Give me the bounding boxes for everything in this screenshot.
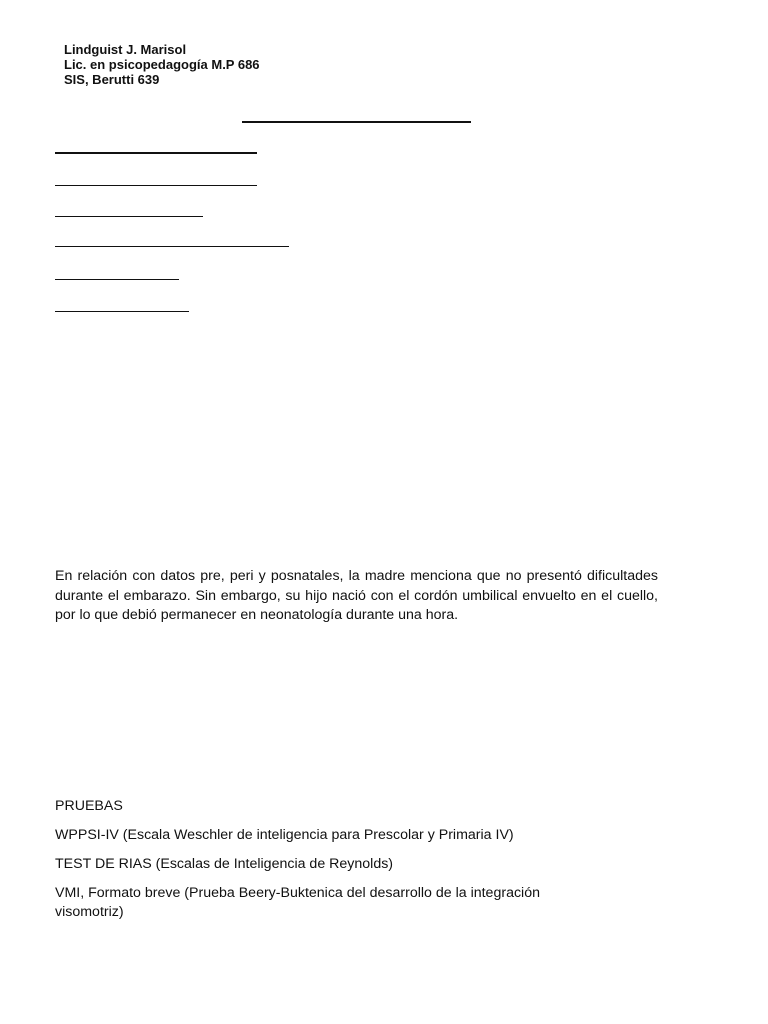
test-item-wppsi: WPPSI-IV (Escala Weschler de inteligencia para Prescolar y Primaria IV): [55, 827, 514, 843]
author-name: Lindguist J. Marisol: [64, 42, 187, 57]
test-item-rias: TEST DE RIAS (Escalas de Inteligencia de Reynolds): [55, 856, 394, 872]
blank-line-3: [55, 216, 203, 217]
blank-line-4: [55, 246, 289, 247]
blank-line-2: [55, 185, 257, 186]
blank-line-1: [55, 152, 257, 154]
letterhead: [64, 42, 260, 87]
blank-line-6: [55, 311, 189, 312]
author-title: Lic. en psicopedagogía M.P 686: [64, 57, 260, 72]
test-item-vmi: VMI, Formato breve (Prueba Beery-Buktenica del desarrollo de la integración visomotriz): [55, 885, 540, 920]
title-blank-line: [242, 121, 471, 123]
tests-heading: PRUEBAS: [55, 798, 123, 814]
author-address: SIS, Berutti 639: [64, 72, 160, 87]
blank-line-5: [55, 279, 179, 280]
perinatal-paragraph: En relación con datos pre, peri y posnatales, la madre menciona que no presentó dificultades durante el embarazo. Sin embargo, su hijo nació con el cordón umbilical envuelto en el cuello, por lo que debió permanecer en neonatología durante una hora.: [55, 568, 658, 623]
